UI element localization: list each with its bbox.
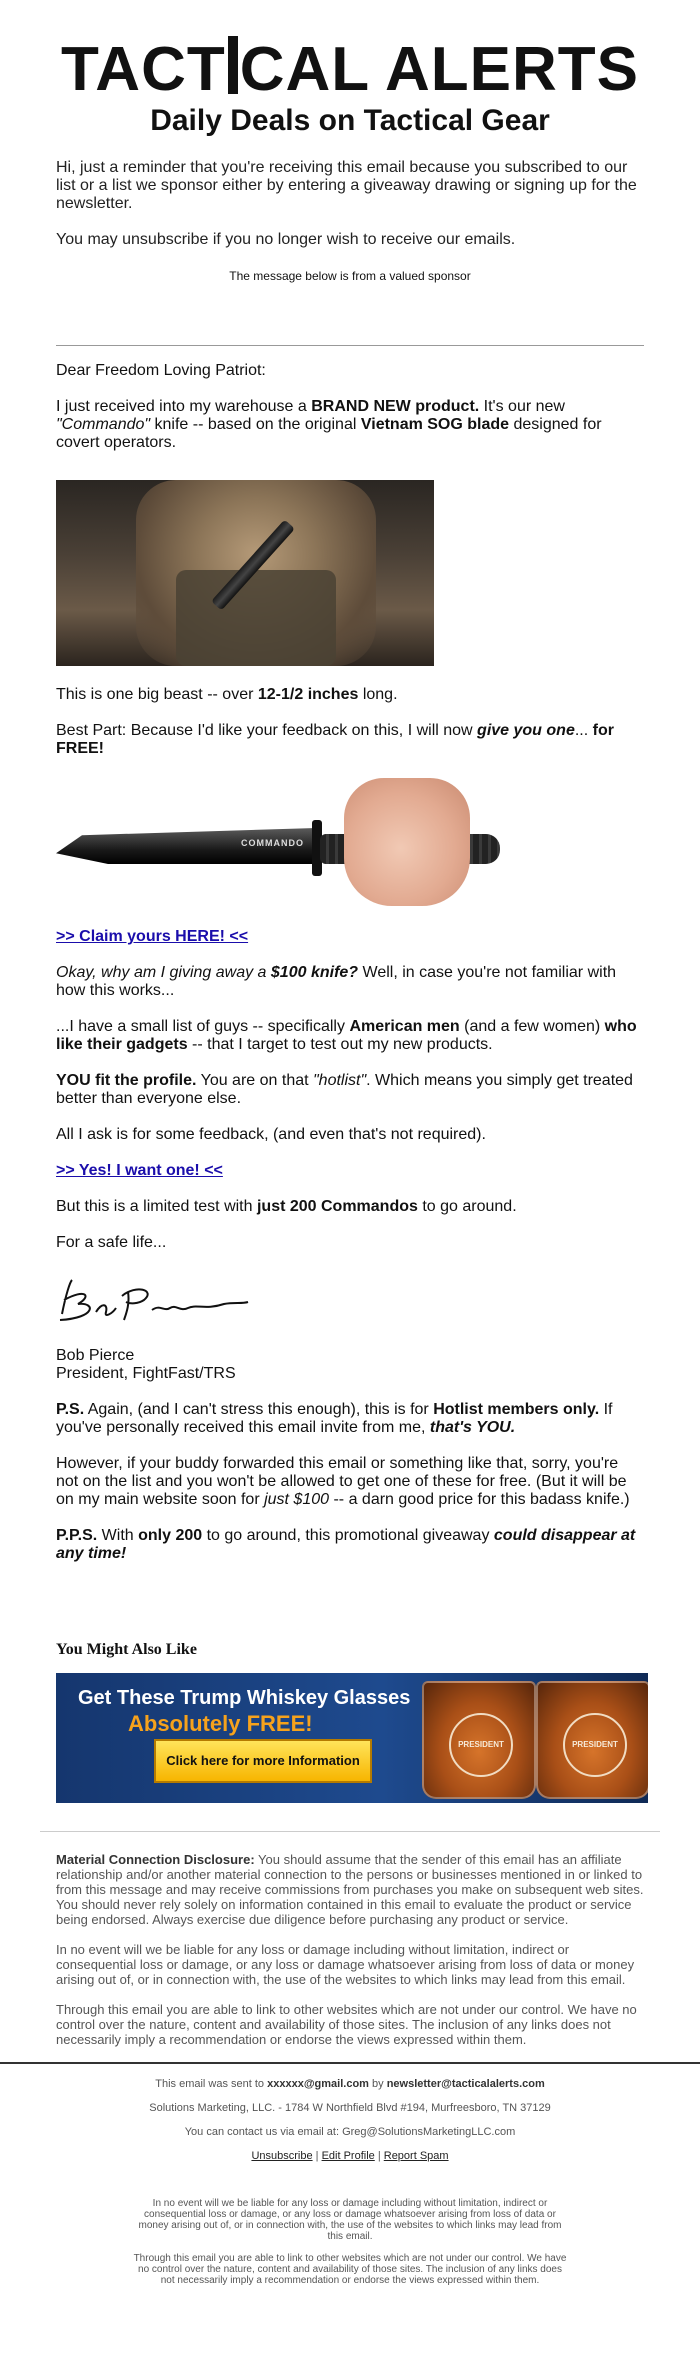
closing-line: For a safe life... bbox=[56, 1234, 167, 1251]
brand-logo[interactable] bbox=[0, 36, 700, 103]
signer-title: President, FightFast/TRS bbox=[56, 1365, 236, 1382]
soldier-knife-photo[interactable] bbox=[56, 480, 434, 666]
offer-paragraph: Best Part: Because I'd like your feedback on this, I will now give you one... for FREE! bbox=[56, 722, 614, 757]
intro-section bbox=[0, 139, 700, 285]
list-paragraph: ...I have a small list of guys -- specifically American men (and a few women) who like their gadgets -- that I target to test out my new products. bbox=[56, 1018, 637, 1053]
logo-text-right: CAL ALERTS bbox=[239, 35, 639, 104]
material-disclosure: Material Connection Disclosure: You should assume that the sender of this email has an affiliate relationship and/or another material connection to the persons or businesses mentioned in or linked to from this message and may receive commissions from purchases you make on subsequent web sites. You should never rely solely on information contained in this email to evaluate the product or service being endorsed. Always exercise due diligence before purchasing any product or service. bbox=[56, 1852, 644, 1927]
footer-links: Unsubscribe | Edit Profile | Report Spam bbox=[251, 2150, 449, 2162]
unsubscribe-link[interactable]: Unsubscribe bbox=[251, 2150, 313, 2162]
banner-headline: Get These Trump Whiskey Glasses bbox=[78, 1687, 411, 1709]
subscription-reminder: Hi, just a reminder that you're receiving this email because you subscribed to our list or a list we sponsor either by entering a giveaway drawing or signing up for the newsletter. bbox=[56, 159, 637, 212]
whiskey-glass-image: PRESIDENT bbox=[536, 1681, 648, 1799]
sponsor-note: The message below is from a valued sponsor bbox=[229, 269, 471, 283]
letter-body bbox=[0, 346, 700, 1563]
signature-image bbox=[56, 1274, 256, 1328]
report-spam-link[interactable]: Report Spam bbox=[383, 2150, 449, 2162]
whiskey-glasses-banner[interactable] bbox=[56, 1673, 648, 1803]
external-links-disclaimer: Through this email you are able to link to other websites which are not under our control. We have no control over the nature, content and availability of those sites. The inclusion of any links does not necessarily imply a recommendation or endorse the views expressed within them. bbox=[56, 2002, 637, 2047]
intro-paragraph: I just received into my warehouse a BRAND NEW product. It's our new "Commando" knife -- based on the original Vietnam SOG blade designed for covert operators. bbox=[56, 398, 602, 451]
liability-disclaimer: In no event will we be liable for any loss or damage including without limitation, indirect or consequential loss or damage, or any loss or damage whatsoever arising from loss of data or money arising out of, or in connection with, the use of the websites to which links may lead from this email. bbox=[56, 1942, 635, 1987]
knife-in-hand-image[interactable] bbox=[56, 776, 512, 916]
want-one-link[interactable]: >> Yes! I want one! << bbox=[56, 1162, 223, 1179]
banner-subheadline: Absolutely FREE! bbox=[128, 1711, 313, 1736]
limited-paragraph: But this is a limited test with just 200 Commandos to go around. bbox=[56, 1198, 517, 1215]
unsubscribe-note: You may unsubscribe if you no longer wish to receive our emails. bbox=[56, 231, 516, 248]
contact-line: You can contact us via email at: Greg@SolutionsMarketingLLC.com bbox=[184, 2126, 516, 2138]
footer-legal bbox=[0, 2174, 700, 2286]
footer-liability: In no event will we be liable for any loss or damage including without limitation, indirect or consequential loss or damage, or any loss or damage whatsoever arising from loss of data or money arising out of, or in connection with, the use of the websites to which links may lead from this email. bbox=[138, 2198, 562, 2242]
knife-engraving: COMMANDO bbox=[241, 838, 304, 848]
company-address: Solutions Marketing, LLC. - 1784 W Northfield Blvd #194, Murfreesboro, TN 37129 bbox=[149, 2102, 551, 2114]
footer-external-links: Through this email you are able to link to other websites which are not under our control. We have no control over the nature, content and availability of those sites. The inclusion of any links does not necessarily imply a recommendation or endorse the views expressed within them. bbox=[133, 2253, 567, 2286]
also-like-heading: You Might Also Like bbox=[56, 1641, 197, 1658]
brand-tagline: Daily Deals on Tactical Gear bbox=[150, 104, 550, 137]
however-paragraph: However, if your buddy forwarded this email or something like that, sorry, you're not on the list and you won't be allowed to get one of these for free. (But it will be on my main website soon for just $100 -- a darn good price for this badass knife.) bbox=[56, 1455, 630, 1508]
disclosure-section bbox=[0, 1832, 700, 2047]
size-paragraph: This is one big beast -- over 12-1/2 inches long. bbox=[56, 686, 398, 703]
profile-paragraph: YOU fit the profile. You are on that "hotlist". Which means you simply get treated better than everyone else. bbox=[56, 1072, 633, 1107]
logo-text-left: TACT bbox=[61, 35, 226, 104]
knife-icon bbox=[228, 36, 238, 94]
why-paragraph: Okay, why am I giving away a $100 knife? Well, in case you're not familiar with how this works... bbox=[56, 964, 617, 999]
signer-name: Bob Pierce bbox=[56, 1347, 135, 1364]
edit-profile-link[interactable]: Edit Profile bbox=[321, 2150, 375, 2162]
greeting: Dear Freedom Loving Patriot: bbox=[56, 362, 266, 379]
sent-to-line: This email was sent to xxxxxx@gmail.com by newsletter@tacticalalerts.com bbox=[155, 2078, 545, 2090]
email-footer bbox=[0, 2064, 700, 2163]
ps-paragraph: P.S. Again, (and I can't stress this enough), this is for Hotlist members only. If you've personally received this email invite from me, that's YOU. bbox=[56, 1401, 613, 1436]
pps-paragraph: P.P.S. With only 200 to go around, this promotional giveaway could disappear at any time! bbox=[56, 1527, 636, 1562]
claim-link[interactable]: >> Claim yours HERE! << bbox=[56, 928, 249, 945]
email-header bbox=[0, 0, 700, 139]
feedback-paragraph: All I ask is for some feedback, (and even that's not required). bbox=[56, 1126, 486, 1143]
also-like-section bbox=[0, 1581, 700, 1803]
whiskey-glass-image: PRESIDENT bbox=[422, 1681, 536, 1799]
banner-more-info-button[interactable]: Click here for more Information bbox=[154, 1739, 372, 1783]
